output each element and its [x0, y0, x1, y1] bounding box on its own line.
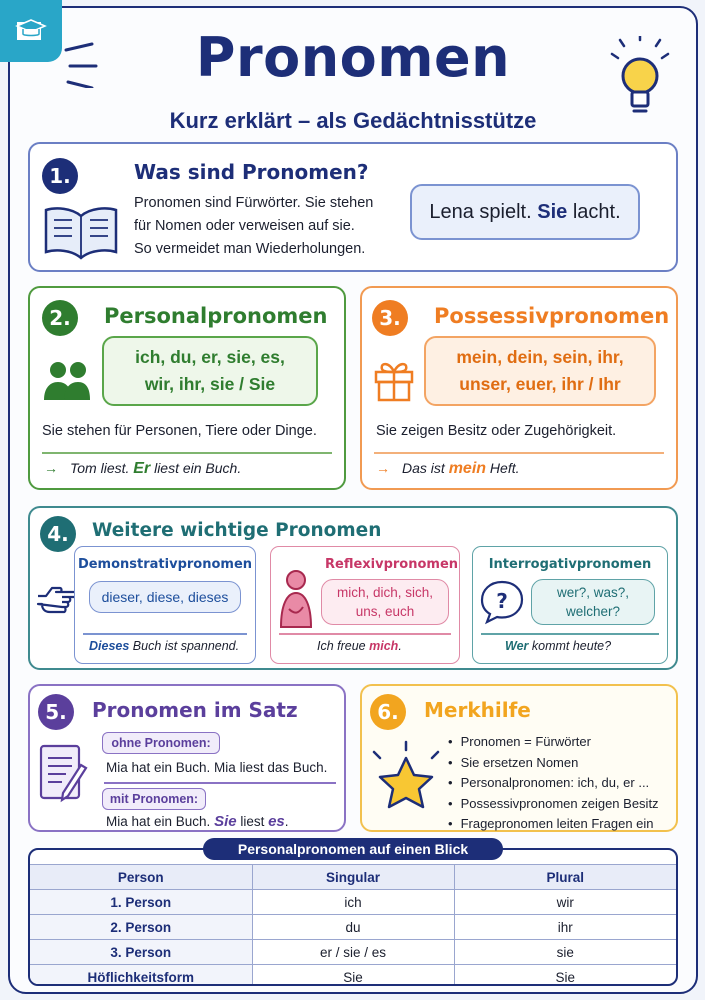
- person-icon: [279, 569, 313, 629]
- svg-text:?: ?: [496, 589, 508, 613]
- pronoun-line: mich, dich, sich,: [336, 585, 434, 600]
- table-cell: 3. Person: [30, 940, 252, 965]
- definition-line: für Nomen oder verweisen auf sie.: [134, 218, 355, 234]
- question-bubble-icon: [479, 579, 525, 625]
- example-pronoun: Sie: [537, 200, 568, 223]
- open-book-icon: [42, 202, 120, 264]
- example-text: .: [398, 639, 402, 653]
- example-pronoun: Er: [133, 460, 151, 477]
- section-number: 2.: [42, 300, 78, 336]
- pronoun-line: welcher?: [565, 604, 621, 619]
- sentence-text: .: [284, 814, 289, 829]
- pronoun-table-box: [28, 848, 678, 986]
- table-row: [30, 915, 676, 940]
- table-header: Person: [30, 865, 252, 890]
- subsection-title: Reflexivpronomen: [325, 557, 459, 572]
- pronoun-line: unser, euer, ihr / Ihr: [459, 374, 621, 394]
- section-personal-pronouns: [28, 286, 346, 490]
- example-text: Buch ist spannend.: [129, 639, 240, 653]
- table-row: [30, 940, 676, 965]
- graduation-cap-icon: [13, 16, 49, 46]
- table-header: Plural: [454, 865, 676, 890]
- section-description: Sie stehen für Personen, Tiere oder Dinge.: [42, 423, 317, 439]
- example-text: Das ist: [402, 460, 449, 476]
- pronoun-line: ich, du, er, sie, es,: [135, 347, 285, 367]
- table-row: [30, 890, 676, 915]
- example-text: Tom liest.: [70, 460, 134, 476]
- table-cell: Höflichkeitsform: [30, 965, 252, 987]
- reflexive-example: [317, 639, 402, 653]
- section-title: Was sind Pronomen?: [134, 160, 369, 184]
- divider: [42, 452, 332, 454]
- definition-line: So vermeidet man Wiederholungen.: [134, 241, 366, 257]
- section-description: Sie zeigen Besitz oder Zugehörigkeit.: [376, 423, 617, 439]
- example-pronoun: Dieses: [89, 639, 130, 653]
- example-text: Ich freue: [317, 639, 370, 653]
- example-text: kommt heute?: [528, 639, 612, 653]
- document-pencil-icon: [38, 742, 94, 812]
- section-other-pronouns: [28, 506, 678, 670]
- interrogative-card: [472, 546, 668, 664]
- star-icon: [372, 740, 440, 814]
- section-example: [376, 460, 520, 478]
- pronoun-line: wir, ihr, sie / Sie: [144, 374, 276, 394]
- pronoun-line: uns, euch: [355, 604, 415, 619]
- arrow-right-icon: →: [376, 460, 390, 476]
- section-number: 1.: [42, 158, 78, 194]
- section-possessive-pronouns: [360, 286, 678, 490]
- divider: [481, 633, 659, 635]
- table-header-row: [30, 865, 676, 890]
- table-row: [30, 965, 676, 987]
- possessive-pronoun-list: [424, 336, 656, 406]
- example-pronoun: mich: [369, 639, 399, 653]
- example-text: lacht.: [567, 200, 621, 223]
- section-example: [44, 460, 241, 478]
- example-pronoun: Wer: [505, 639, 529, 653]
- table-cell: sie: [454, 940, 676, 965]
- interrogative-list: [531, 579, 655, 625]
- section-title: Weitere wichtige Pronomen: [92, 520, 382, 541]
- definition-text: [134, 192, 373, 261]
- page-title: Pronomen: [195, 26, 511, 89]
- demonstrative-card: [74, 546, 256, 664]
- reflexive-card: [270, 546, 460, 664]
- definition-line: Pronomen sind Fürwörter. Sie stehen: [134, 195, 374, 211]
- example-text: Heft.: [486, 460, 520, 476]
- section-number: 4.: [40, 516, 76, 552]
- pronoun-line: wer?, was?,: [556, 585, 630, 600]
- table-header: Singular: [252, 865, 454, 890]
- pronoun-table: [30, 864, 676, 986]
- example-text: Lena spielt.: [429, 200, 538, 223]
- table-cell: Sie: [454, 965, 676, 987]
- sentence-text: liest: [236, 814, 269, 829]
- list-item: • Pronomen = Fürwörter: [448, 732, 659, 753]
- poster: [8, 6, 698, 994]
- table-cell: du: [252, 915, 454, 940]
- interrogative-example: [505, 639, 611, 653]
- demonstrative-list: dieser, diese, dieses: [89, 581, 241, 613]
- section-what-are-pronouns: [28, 142, 678, 272]
- list-item: • Sie ersetzen Nomen: [448, 753, 659, 774]
- page-subtitle: Kurz erklärt – als Gedächtnisstütze: [169, 108, 537, 133]
- sentence-text: Mia hat ein Buch.: [106, 814, 215, 829]
- divider: [83, 633, 247, 635]
- subsection-title: Demonstrativpronomen: [77, 557, 253, 572]
- gift-icon: [372, 354, 416, 402]
- with-pronoun-label: mit Pronomen:: [102, 788, 206, 810]
- table-cell: 2. Person: [30, 915, 252, 940]
- section-title: Pronomen im Satz: [92, 698, 298, 722]
- section-number: 3.: [372, 300, 408, 336]
- people-icon: [42, 360, 92, 402]
- arrow-right-icon: →: [44, 460, 58, 476]
- list-item: • Personalpronomen: ich, du, er ...: [448, 773, 659, 794]
- pronoun-line: mein, dein, sein, ihr,: [456, 347, 624, 367]
- sentence-pronoun: es: [268, 813, 285, 830]
- divider: [374, 452, 664, 454]
- list-item: • Possessivpronomen zeigen Besitz: [448, 794, 659, 815]
- table-title: Personalpronomen auf einen Blick: [203, 838, 503, 860]
- section-pronouns-in-sentence: [28, 684, 346, 832]
- list-item: • Fragepronomen leiten Fragen ein: [448, 814, 659, 835]
- subsection-title: Interrogativpronomen: [488, 557, 652, 572]
- demonstrative-example: [89, 639, 239, 653]
- personal-pronoun-list: [102, 336, 318, 406]
- example-pronoun: mein: [448, 460, 487, 477]
- table-cell: Sie: [252, 965, 454, 987]
- divider: [104, 782, 336, 784]
- divider: [279, 633, 451, 635]
- app-logo[interactable]: [0, 0, 62, 62]
- reflexive-list: [321, 579, 449, 625]
- example-box: [410, 184, 640, 240]
- example-text: liest ein Buch.: [150, 460, 242, 476]
- section-title: Merkhilfe: [424, 698, 531, 722]
- section-number: 5.: [38, 694, 74, 730]
- sentence-with-pronoun: [106, 810, 289, 833]
- section-memory-aid: [360, 684, 678, 832]
- section-title: Possessivpronomen: [434, 304, 670, 328]
- table-cell: ihr: [454, 915, 676, 940]
- table-cell: er / sie / es: [252, 940, 454, 965]
- section-number: 6.: [370, 694, 406, 730]
- sentence-pronoun: Sie: [214, 813, 237, 830]
- table-cell: wir: [454, 890, 676, 915]
- table-cell: ich: [252, 890, 454, 915]
- without-pronoun-label: ohne Pronomen:: [102, 732, 220, 754]
- table-cell: 1. Person: [30, 890, 252, 915]
- section-title: Personalpronomen: [104, 304, 328, 328]
- sentence-without-pronoun: Mia hat ein Buch. Mia liest das Buch.: [106, 760, 328, 775]
- memory-aid-list: [448, 732, 659, 835]
